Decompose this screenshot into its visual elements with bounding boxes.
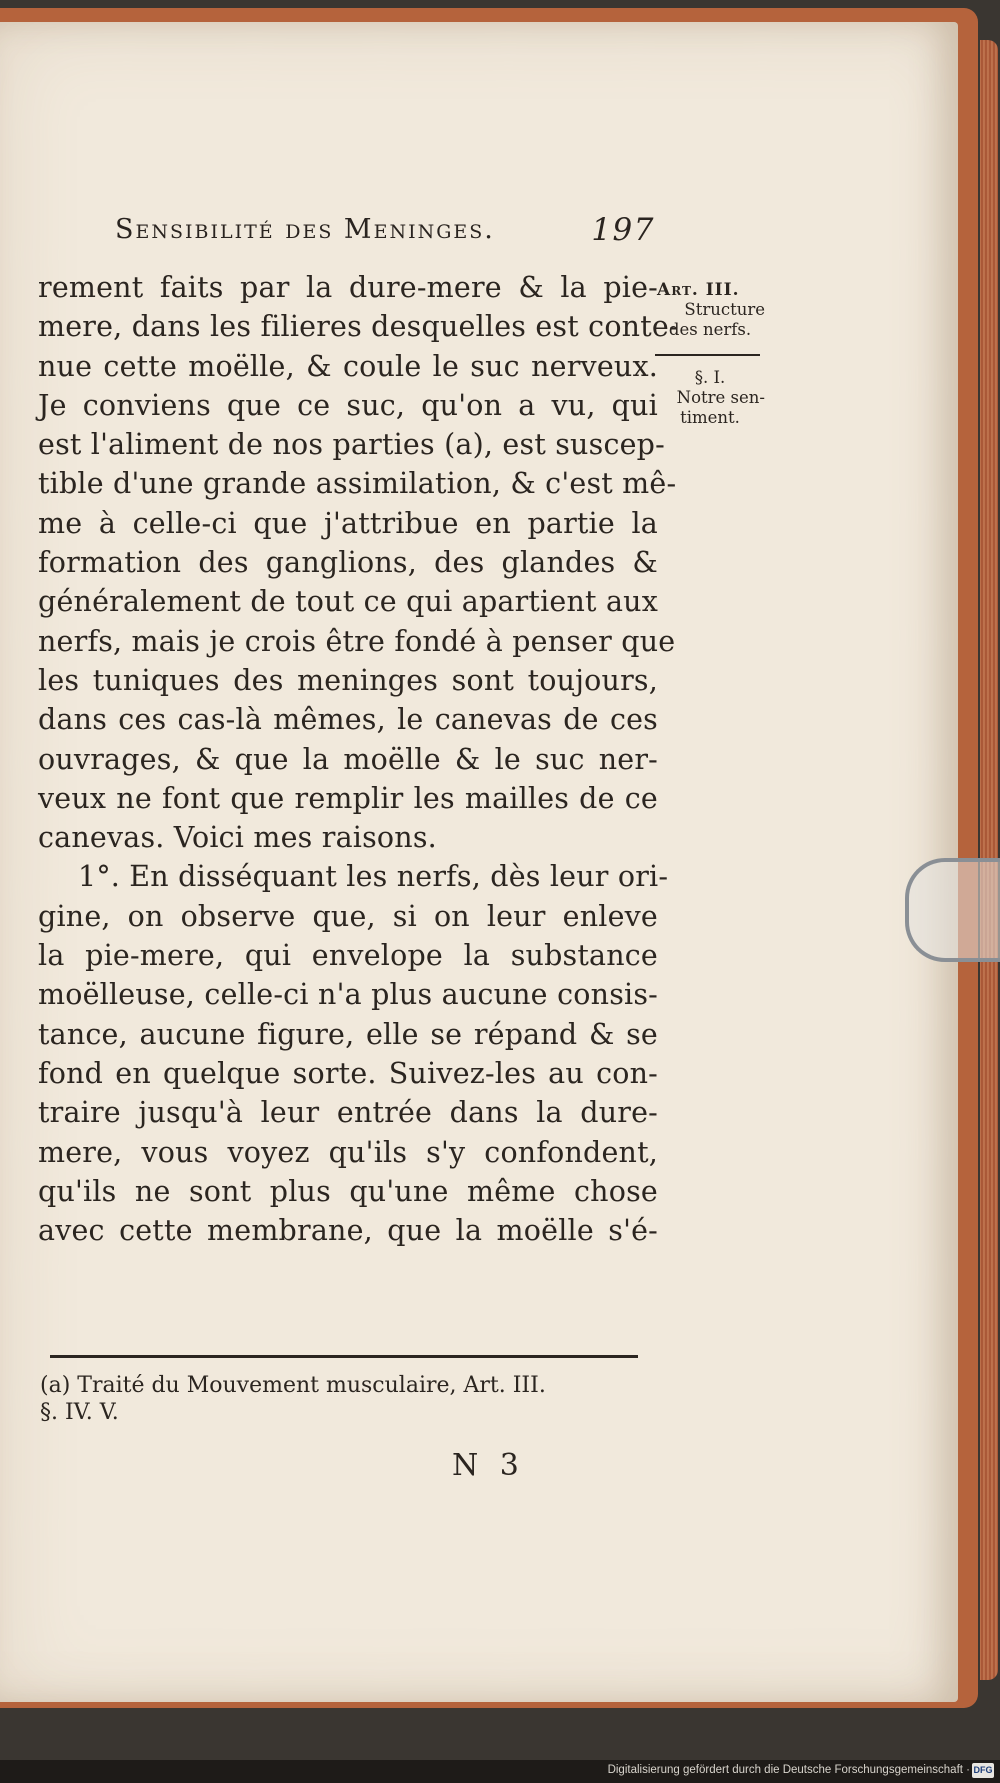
- text-line: mere, vous voyez qu'ils s'y confondent,: [38, 1135, 658, 1169]
- margin-sentiment: Notre sen-: [676, 388, 765, 407]
- text-line: rement faits par la dure-mere & la pie-: [38, 271, 658, 304]
- digitization-credit: Digitalisierung gefördert durch die Deutsche Forschungsgemeinschaft ·: [607, 1764, 970, 1776]
- text-line: généralement de tout ce qui apartient aux: [38, 585, 658, 619]
- text-line: les tuniques des meninges sont toujours,: [38, 663, 658, 697]
- margin-section: §. I.: [694, 368, 726, 387]
- text-line: nerfs, mais je crois être fondé à penser que: [38, 624, 676, 658]
- text-line: Je conviens que ce suc, qu'on a vu, qui: [38, 388, 658, 422]
- text-line: tance, aucune figure, elle se répand & se: [38, 1017, 658, 1051]
- margin-rule: [655, 354, 760, 356]
- running-title: Sensibilité des Meninges.: [115, 214, 495, 245]
- text-line: formation des ganglions, des glandes &: [38, 546, 658, 580]
- text-line: gine, on observe que, si on leur enleve: [38, 899, 658, 933]
- footnote-line: (a) Traité du Mouvement musculaire, Art. III.: [40, 1373, 546, 1398]
- margin-structure: Structure: [684, 300, 765, 319]
- dfg-logo: DFG: [972, 1763, 994, 1778]
- text-line: fond en quelque sorte. Suivez-les au con-: [38, 1056, 658, 1090]
- text-line: moëlleuse, celle-ci n'a plus aucune consis-: [38, 978, 658, 1012]
- text-line: nue cette moëlle, & coule le suc nerveux.: [38, 349, 658, 383]
- margin-article: Art. III.: [657, 280, 740, 300]
- running-head: [115, 212, 655, 252]
- signature-mark: N 3: [452, 1448, 525, 1483]
- text-line: est l'aliment de nos parties (a), est suscep-: [38, 428, 665, 462]
- footnote: [40, 1372, 650, 1426]
- margin-sentiment-cont: timent.: [680, 408, 740, 427]
- text-line: me à celle-ci que j'attribue en partie la: [38, 506, 658, 540]
- text-line: 1°. En disséquant les nerfs, dès leur ori-: [78, 860, 669, 894]
- text-line: canevas. Voici mes raisons.: [38, 821, 437, 855]
- text-line: qu'ils ne sont plus qu'une même chose: [38, 1174, 658, 1208]
- text-line: traire jusqu'à leur entrée dans la dure-: [38, 1096, 658, 1130]
- page-clip: [905, 858, 1000, 962]
- text-line: la pie-mere, qui envelope la substance: [38, 939, 658, 973]
- footnote-line: §. IV. V.: [40, 1400, 119, 1425]
- body-text: [38, 268, 679, 1250]
- text-line: tible d'une grande assimilation, & c'est mê-: [38, 467, 677, 501]
- margin-notes: [655, 280, 765, 428]
- text-line: ouvrages, & que la moëlle & le suc ner-: [38, 742, 658, 776]
- text-line: mere, dans les filieres desquelles est conte-: [38, 310, 679, 344]
- margin-structure-cont: des nerfs.: [668, 320, 752, 339]
- page-number: 197: [591, 212, 655, 248]
- text-line: dans ces cas-là mêmes, le canevas de ces: [38, 703, 658, 737]
- text-line: avec cette membrane, que la moëlle s'é-: [38, 1214, 658, 1248]
- text-line: veux ne font que remplir les mailles de ce: [38, 781, 658, 815]
- footnote-rule: [50, 1355, 638, 1358]
